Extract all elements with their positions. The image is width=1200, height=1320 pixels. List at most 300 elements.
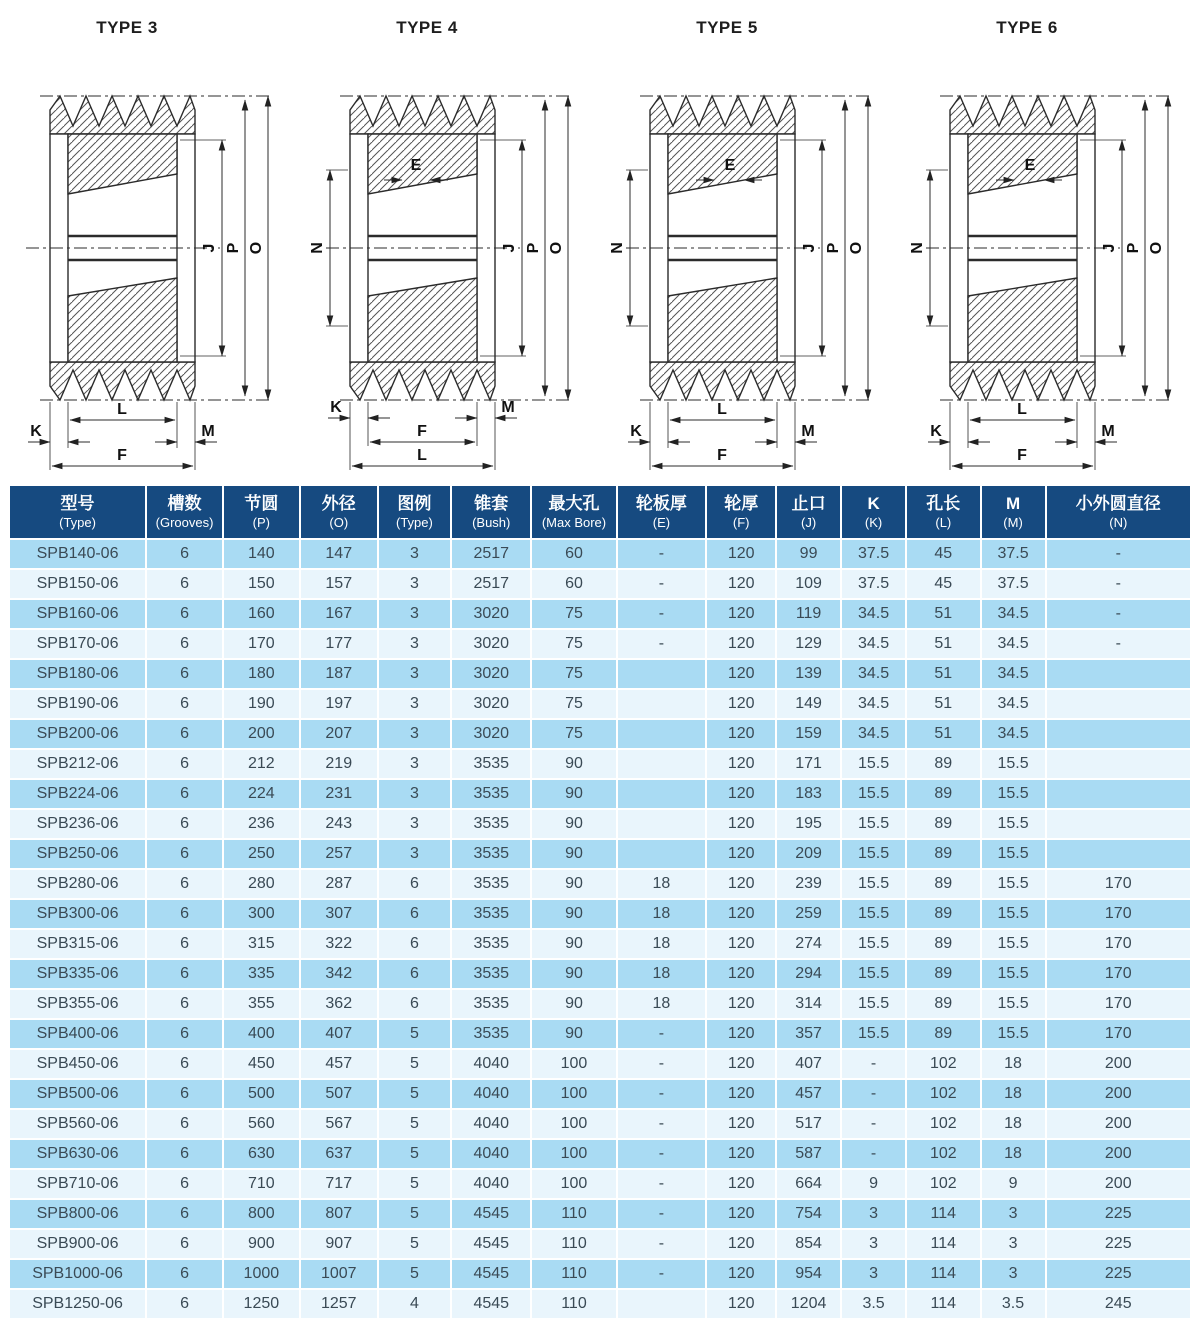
table-cell: 4545	[451, 1199, 531, 1229]
table-cell: SPB500-06	[9, 1079, 146, 1109]
table-cell: 89	[906, 839, 980, 869]
table-cell: 6	[146, 1139, 223, 1169]
spec-table	[8, 484, 1192, 1320]
table-cell: 110	[531, 1289, 616, 1319]
column-header: 锥套 (Bush)	[451, 485, 531, 539]
table-cell: 170	[1046, 959, 1191, 989]
table-cell: 6	[146, 809, 223, 839]
table-cell: 3	[981, 1199, 1046, 1229]
table-cell: 119	[776, 599, 841, 629]
table-cell: 129	[776, 629, 841, 659]
table-cell: 120	[706, 1259, 776, 1289]
table-cell: 170	[1046, 989, 1191, 1019]
dim-label-l: L	[717, 401, 727, 418]
dim-label-l: L	[1017, 401, 1027, 418]
pulley-drawing-type-3	[0, 4, 300, 478]
table-cell: 102	[906, 1169, 980, 1199]
table-row	[9, 1049, 1191, 1079]
table-cell: SPB450-06	[9, 1049, 146, 1079]
table-cell: 6	[146, 1199, 223, 1229]
table-cell: 1250	[223, 1289, 300, 1319]
table-cell: 6	[146, 869, 223, 899]
table-cell: 75	[531, 719, 616, 749]
table-cell: 120	[706, 1079, 776, 1109]
column-header: 图例 (Type)	[378, 485, 451, 539]
table-cell: 567	[300, 1109, 378, 1139]
table-cell: 224	[223, 779, 300, 809]
table-cell: 15.5	[981, 959, 1046, 989]
dim-label-m: M	[1101, 423, 1115, 440]
column-header: 孔长 (L)	[906, 485, 980, 539]
table-cell: 15.5	[981, 899, 1046, 929]
table-cell: 167	[300, 599, 378, 629]
table-cell: 120	[706, 1019, 776, 1049]
table-cell: 717	[300, 1169, 378, 1199]
table-cell: 854	[776, 1229, 841, 1259]
table-cell: 75	[531, 599, 616, 629]
table-cell: 630	[223, 1139, 300, 1169]
table-cell: 34.5	[841, 689, 906, 719]
table-cell: 120	[706, 749, 776, 779]
table-cell: 18	[981, 1079, 1046, 1109]
column-header: 轮板厚 (E)	[617, 485, 707, 539]
table-cell: 18	[981, 1139, 1046, 1169]
table-cell: 89	[906, 779, 980, 809]
table-cell: 4545	[451, 1259, 531, 1289]
table-cell: 3020	[451, 659, 531, 689]
table-cell: 177	[300, 629, 378, 659]
table-cell: SPB1250-06	[9, 1289, 146, 1319]
table-cell: 3535	[451, 929, 531, 959]
table-cell: -	[841, 1079, 906, 1109]
dim-label-l: L	[117, 401, 127, 418]
table-cell: 15.5	[981, 989, 1046, 1019]
table-cell: 807	[300, 1199, 378, 1229]
dim-label-m: M	[501, 399, 515, 416]
table-cell: 75	[531, 659, 616, 689]
table-cell: 60	[531, 569, 616, 599]
table-cell: 1257	[300, 1289, 378, 1319]
table-cell: 139	[776, 659, 841, 689]
table-cell: 183	[776, 779, 841, 809]
table-cell: -	[1046, 569, 1191, 599]
pulley-cross-section	[600, 38, 900, 478]
table-cell: 2517	[451, 569, 531, 599]
table-cell: 3535	[451, 899, 531, 929]
table-cell: 120	[706, 1109, 776, 1139]
table-cell: 120	[706, 989, 776, 1019]
pulley-cross-section	[300, 38, 600, 478]
table-cell: 3	[981, 1259, 1046, 1289]
column-header: 小外圆直径 (N)	[1046, 485, 1191, 539]
table-cell: 120	[706, 1229, 776, 1259]
table-cell: -	[617, 1169, 707, 1199]
pulley-drawing-type-4	[300, 4, 600, 478]
table-cell: 120	[706, 1169, 776, 1199]
table-cell: 34.5	[981, 599, 1046, 629]
table-cell: 357	[776, 1019, 841, 1049]
table-cell: 89	[906, 929, 980, 959]
table-cell: 6	[146, 1229, 223, 1259]
table-cell: SPB1000-06	[9, 1259, 146, 1289]
table-cell: 3	[378, 809, 451, 839]
table-row	[9, 749, 1191, 779]
table-cell: 120	[706, 929, 776, 959]
pulley-cross-section	[900, 38, 1200, 478]
dim-label-k: K	[330, 399, 342, 416]
table-cell: 250	[223, 839, 300, 869]
column-header: 型号 (Type)	[9, 485, 146, 539]
table-row	[9, 899, 1191, 929]
table-cell: -	[617, 1079, 707, 1109]
table-cell: 257	[300, 839, 378, 869]
pulley-drawing-type-5	[600, 4, 900, 478]
table-cell: 18	[617, 959, 707, 989]
table-cell: 3020	[451, 689, 531, 719]
table-cell: -	[617, 539, 707, 569]
table-cell: 6	[146, 749, 223, 779]
table-cell: 37.5	[841, 569, 906, 599]
table-cell: 89	[906, 899, 980, 929]
table-row	[9, 1229, 1191, 1259]
table-cell: 4040	[451, 1049, 531, 1079]
table-cell: 15.5	[981, 779, 1046, 809]
table-row	[9, 989, 1191, 1019]
table-cell: 225	[1046, 1199, 1191, 1229]
table-cell: 1007	[300, 1259, 378, 1289]
table-cell: 400	[223, 1019, 300, 1049]
table-cell: 37.5	[981, 569, 1046, 599]
table-cell: 18	[617, 869, 707, 899]
dim-label-o: O	[248, 241, 265, 255]
table-cell: 180	[223, 659, 300, 689]
table-cell: 6	[146, 779, 223, 809]
table-cell: 15.5	[841, 869, 906, 899]
table-cell: 75	[531, 689, 616, 719]
table-cell: 15.5	[981, 809, 1046, 839]
table-cell: SPB170-06	[9, 629, 146, 659]
table-cell: 15.5	[841, 929, 906, 959]
dim-label-n: N	[309, 242, 326, 254]
table-cell: 18	[981, 1049, 1046, 1079]
dim-label-f: F	[717, 447, 727, 464]
table-cell: -	[1046, 599, 1191, 629]
table-cell: 102	[906, 1109, 980, 1139]
drawing-title: TYPE 5	[696, 18, 758, 37]
table-cell: 15.5	[841, 749, 906, 779]
table-cell: 800	[223, 1199, 300, 1229]
table-cell: 207	[300, 719, 378, 749]
table-cell: 6	[378, 869, 451, 899]
table-cell: 15.5	[841, 839, 906, 869]
table-cell: 37.5	[981, 539, 1046, 569]
table-cell: 3	[378, 839, 451, 869]
table-cell: 5	[378, 1259, 451, 1289]
table-cell: 170	[1046, 899, 1191, 929]
table-row	[9, 809, 1191, 839]
table-cell: 3020	[451, 629, 531, 659]
table-cell: 355	[223, 989, 300, 1019]
table-cell: 219	[300, 749, 378, 779]
table-cell: 3	[841, 1229, 906, 1259]
dim-label-l: L	[417, 447, 427, 464]
table-cell: 3	[378, 689, 451, 719]
table-cell: 18	[981, 1109, 1046, 1139]
table-cell: 4545	[451, 1229, 531, 1259]
table-cell: 51	[906, 599, 980, 629]
table-cell: -	[617, 569, 707, 599]
table-row	[9, 689, 1191, 719]
table-cell: 34.5	[981, 689, 1046, 719]
table-cell: 274	[776, 929, 841, 959]
dim-label-p: P	[825, 242, 842, 254]
table-cell: -	[1046, 629, 1191, 659]
table-cell: 90	[531, 959, 616, 989]
table-cell	[617, 749, 707, 779]
table-cell: 3.5	[841, 1289, 906, 1319]
table-cell: 160	[223, 599, 300, 629]
table-cell: 3535	[451, 959, 531, 989]
pulley-drawing-type-6	[900, 4, 1200, 478]
table-cell: 100	[531, 1109, 616, 1139]
table-cell: 307	[300, 899, 378, 929]
table-cell: 18	[617, 899, 707, 929]
table-cell: 5	[378, 1019, 451, 1049]
table-cell: 4040	[451, 1109, 531, 1139]
table-row	[9, 569, 1191, 599]
table-cell: 89	[906, 989, 980, 1019]
table-cell: SPB710-06	[9, 1169, 146, 1199]
table-cell: 6	[378, 959, 451, 989]
table-cell: 517	[776, 1109, 841, 1139]
table-cell: SPB300-06	[9, 899, 146, 929]
table-cell: 239	[776, 869, 841, 899]
dim-label-n: N	[609, 242, 626, 254]
dim-label-p: P	[1125, 242, 1142, 254]
table-cell: 560	[223, 1109, 300, 1139]
table-cell: 287	[300, 869, 378, 899]
pulley-cross-section	[0, 38, 300, 478]
dim-label-f: F	[417, 423, 427, 440]
column-header: 止口 (J)	[776, 485, 841, 539]
table-cell: 200	[1046, 1139, 1191, 1169]
table-row	[9, 1169, 1191, 1199]
table-cell: 102	[906, 1139, 980, 1169]
table-cell: 120	[706, 869, 776, 899]
table-row	[9, 1199, 1191, 1229]
table-cell: 6	[378, 989, 451, 1019]
table-cell: 457	[300, 1049, 378, 1079]
column-header: 节圆 (P)	[223, 485, 300, 539]
table-cell: 342	[300, 959, 378, 989]
table-cell: 6	[146, 1109, 223, 1139]
table-cell: 15.5	[841, 779, 906, 809]
table-cell: -	[617, 1229, 707, 1259]
column-header: 外径 (O)	[300, 485, 378, 539]
table-cell: 100	[531, 1169, 616, 1199]
table-cell: 100	[531, 1079, 616, 1109]
table-cell: 5	[378, 1139, 451, 1169]
dim-label-e: E	[1024, 157, 1036, 174]
table-cell: 6	[146, 1049, 223, 1079]
table-cell: 500	[223, 1079, 300, 1109]
table-cell: SPB335-06	[9, 959, 146, 989]
table-cell: 51	[906, 689, 980, 719]
table-cell: 245	[1046, 1289, 1191, 1319]
table-cell: 3	[981, 1229, 1046, 1259]
dim-label-k: K	[930, 423, 942, 440]
table-cell: 1000	[223, 1259, 300, 1289]
dim-label-k: K	[630, 423, 642, 440]
table-cell: 150	[223, 569, 300, 599]
table-cell: 149	[776, 689, 841, 719]
table-cell: 3	[841, 1259, 906, 1289]
table-cell: 5	[378, 1229, 451, 1259]
dim-label-j: J	[501, 243, 518, 253]
table-cell: -	[617, 1019, 707, 1049]
table-cell	[1046, 659, 1191, 689]
dim-label-n: N	[909, 242, 926, 254]
table-cell: 90	[531, 1019, 616, 1049]
table-cell: 6	[146, 1259, 223, 1289]
table-cell: 89	[906, 1019, 980, 1049]
table-cell	[617, 689, 707, 719]
table-cell: 4040	[451, 1169, 531, 1199]
dim-label-k: K	[30, 423, 42, 440]
table-cell: SPB800-06	[9, 1199, 146, 1229]
table-body	[9, 539, 1191, 1319]
table-row	[9, 959, 1191, 989]
table-cell: 34.5	[841, 629, 906, 659]
dim-label-p: P	[525, 242, 542, 254]
table-cell: 51	[906, 719, 980, 749]
column-header: M (M)	[981, 485, 1046, 539]
table-cell: 18	[617, 929, 707, 959]
table-cell: 37.5	[841, 539, 906, 569]
table-cell: 120	[706, 839, 776, 869]
table-cell: 51	[906, 659, 980, 689]
table-cell: 6	[146, 929, 223, 959]
table-cell	[617, 839, 707, 869]
table-cell: 120	[706, 1049, 776, 1079]
table-cell: 120	[706, 959, 776, 989]
table-cell: 120	[706, 539, 776, 569]
table-cell: -	[617, 1259, 707, 1289]
table-row	[9, 1079, 1191, 1109]
table-cell: 4	[378, 1289, 451, 1319]
table-cell: 6	[146, 539, 223, 569]
column-header: 最大孔 (Max Bore)	[531, 485, 616, 539]
table-cell: 710	[223, 1169, 300, 1199]
dim-label-e: E	[410, 157, 422, 174]
table-cell: 3020	[451, 599, 531, 629]
table-cell: -	[617, 1109, 707, 1139]
table-cell: 236	[223, 809, 300, 839]
table-cell: 120	[706, 599, 776, 629]
table-cell: 157	[300, 569, 378, 599]
table-cell: 120	[706, 629, 776, 659]
table-cell: 171	[776, 749, 841, 779]
table-cell	[1046, 839, 1191, 869]
table-cell: 3	[378, 779, 451, 809]
table-cell: 5	[378, 1049, 451, 1079]
table-cell: SPB160-06	[9, 599, 146, 629]
table-cell: SPB315-06	[9, 929, 146, 959]
table-cell: 45	[906, 569, 980, 599]
table-cell: 3	[841, 1199, 906, 1229]
table-cell: 6	[378, 899, 451, 929]
table-cell: -	[617, 1199, 707, 1229]
dim-label-j: J	[1101, 243, 1118, 253]
drawing-title: TYPE 3	[96, 18, 158, 37]
table-cell: 1204	[776, 1289, 841, 1319]
dim-label-m: M	[201, 423, 215, 440]
table-cell: 6	[146, 689, 223, 719]
dim-label-f: F	[1017, 447, 1027, 464]
table-cell: 120	[706, 569, 776, 599]
table-cell: 314	[776, 989, 841, 1019]
table-cell: 3.5	[981, 1289, 1046, 1319]
table-cell: 34.5	[841, 599, 906, 629]
table-cell: 170	[1046, 1019, 1191, 1049]
table-cell: 90	[531, 809, 616, 839]
table-row	[9, 1109, 1191, 1139]
table-row	[9, 839, 1191, 869]
table-cell: 120	[706, 659, 776, 689]
dim-label-j: J	[801, 243, 818, 253]
table-cell: 3535	[451, 1019, 531, 1049]
table-cell: 3535	[451, 839, 531, 869]
table-cell: 6	[146, 629, 223, 659]
table-cell: 457	[776, 1079, 841, 1109]
table-cell: 15.5	[981, 839, 1046, 869]
table-cell: SPB400-06	[9, 1019, 146, 1049]
dim-label-o: O	[848, 241, 865, 255]
table-cell: 322	[300, 929, 378, 959]
table-cell: 3	[378, 659, 451, 689]
table-cell: 60	[531, 539, 616, 569]
table-row	[9, 629, 1191, 659]
table-cell: 147	[300, 539, 378, 569]
table-cell: 664	[776, 1169, 841, 1199]
table-cell: 114	[906, 1259, 980, 1289]
table-cell: 200	[1046, 1079, 1191, 1109]
dim-label-f: F	[117, 447, 127, 464]
table-cell: SPB180-06	[9, 659, 146, 689]
table-cell: 159	[776, 719, 841, 749]
table-cell: 6	[146, 599, 223, 629]
table-cell: SPB140-06	[9, 539, 146, 569]
table-cell: SPB250-06	[9, 839, 146, 869]
table-cell: SPB560-06	[9, 1109, 146, 1139]
dim-label-o: O	[1148, 241, 1165, 255]
table-cell: 89	[906, 869, 980, 899]
table-cell: 15.5	[841, 1019, 906, 1049]
table-cell: 335	[223, 959, 300, 989]
table-cell: 120	[706, 1199, 776, 1229]
table-cell: 89	[906, 959, 980, 989]
table-cell	[1046, 719, 1191, 749]
table-cell: 6	[146, 569, 223, 599]
table-cell: 120	[706, 1289, 776, 1319]
table-cell: 90	[531, 839, 616, 869]
table-row	[9, 869, 1191, 899]
table-cell: 5	[378, 1199, 451, 1229]
table-cell: 6	[378, 929, 451, 959]
table-cell: 225	[1046, 1229, 1191, 1259]
table-cell: 907	[300, 1229, 378, 1259]
table-cell: 34.5	[981, 659, 1046, 689]
